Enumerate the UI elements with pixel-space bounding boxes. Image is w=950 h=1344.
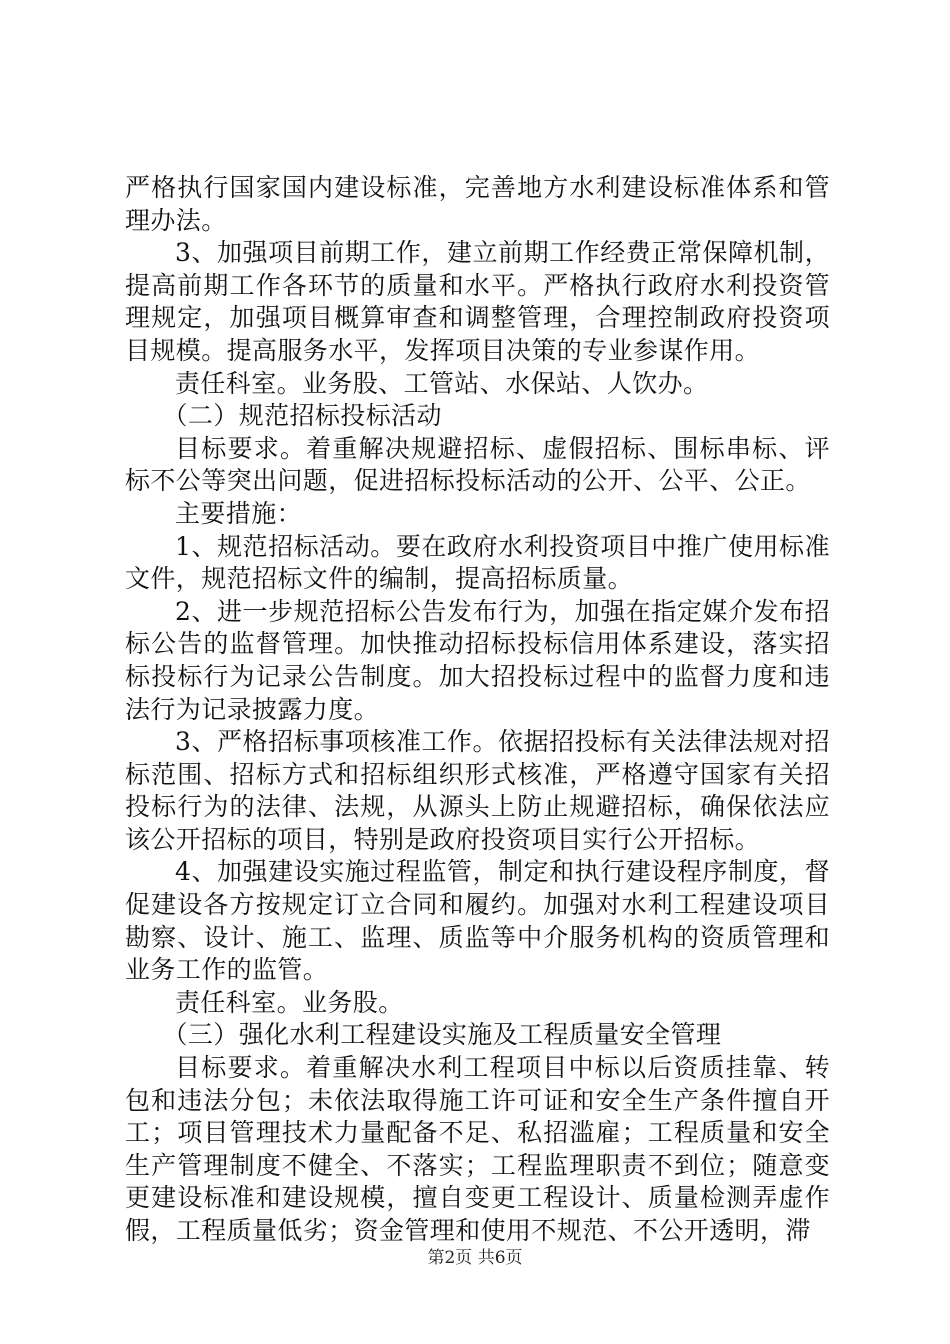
section-heading-2: （二）规范招标投标活动 <box>162 401 442 431</box>
paragraph-measure-4: 4、加强建设实施过程监管，制定和执行建设程序制度，督促建设各方按规定订立合同和履约。加强对水利工程建设项目勘察、设计、施工、监理、质监等中介服务机构的资质管理和业务工作的监管。 <box>125 857 830 985</box>
paragraph-responsible-dept: 责任科室。业务股、工管站、水保站、人饮办。 <box>175 368 709 398</box>
paragraph-measures-label: 主要措施： <box>175 498 303 528</box>
page-footer: 第2页 共6页 <box>427 1248 523 1268</box>
document-body <box>125 172 830 1248</box>
paragraph-goal-3: 目标要求。着重解决水利工程项目中标以后资质挂靠、转包和违法分包；未依法取得施工许可证和安全生产条件擅自开工；项目管理技术力量配备不足、私招滥雇；工程质量和安全生产管理制度不健全、不落实；工程监理职责不到位；随意变更建设标准和建设规模，擅自变更工程设计、质量检测弄虚作假，工程质量低劣；资金管理和使用不规范、不公开透明，滞 <box>125 1053 830 1245</box>
paragraph-measure-1: 1、规范招标活动。要在政府水利投资项目中推广使用标准文件，规范招标文件的编制，提高招标质量。 <box>125 531 830 594</box>
paragraph-goal: 目标要求。着重解决规避招标、虚假招标、围标串标、评标不公等突出问题，促进招标投标活动的公开、公平、公正。 <box>125 433 830 496</box>
section-heading-3: （三）强化水利工程建设实施及工程质量安全管理 <box>162 1020 722 1050</box>
paragraph-item-3: 3、加强项目前期工作，建立前期工作经费正常保障机制，提高前期工作各环节的质量和水平。严格执行政府水利投资管理规定，加强项目概算审查和调整管理，合理控制政府投资项目规模。提高服务水平，发挥项目决策的专业参谋作用。 <box>125 238 830 365</box>
paragraph-measure-3: 3、严格招标事项核准工作。依据招投标有关法律法规对招标范围、招标方式和招标组织形式核准，严格遵守国家有关招投标行为的法律、法规，从源头上防止规避招标，确保依法应该公开招标的项目，特别是政府投资项目实行公开招标。 <box>125 727 830 854</box>
paragraph-continuation: 严格执行国家国内建设标准，完善地方水利建设标准体系和管理办法。 <box>125 173 830 235</box>
paragraph-measure-2: 2、进一步规范招标公告发布行为，加强在指定媒介发布招标公告的监督管理。加快推动招标投标信用体系建设，落实招标投标行为记录公告制度。加大招投标过程中的监督力度和违法行为记录披露力度。 <box>125 596 830 724</box>
paragraph-responsible-dept-2: 责任科室。业务股。 <box>175 987 404 1017</box>
